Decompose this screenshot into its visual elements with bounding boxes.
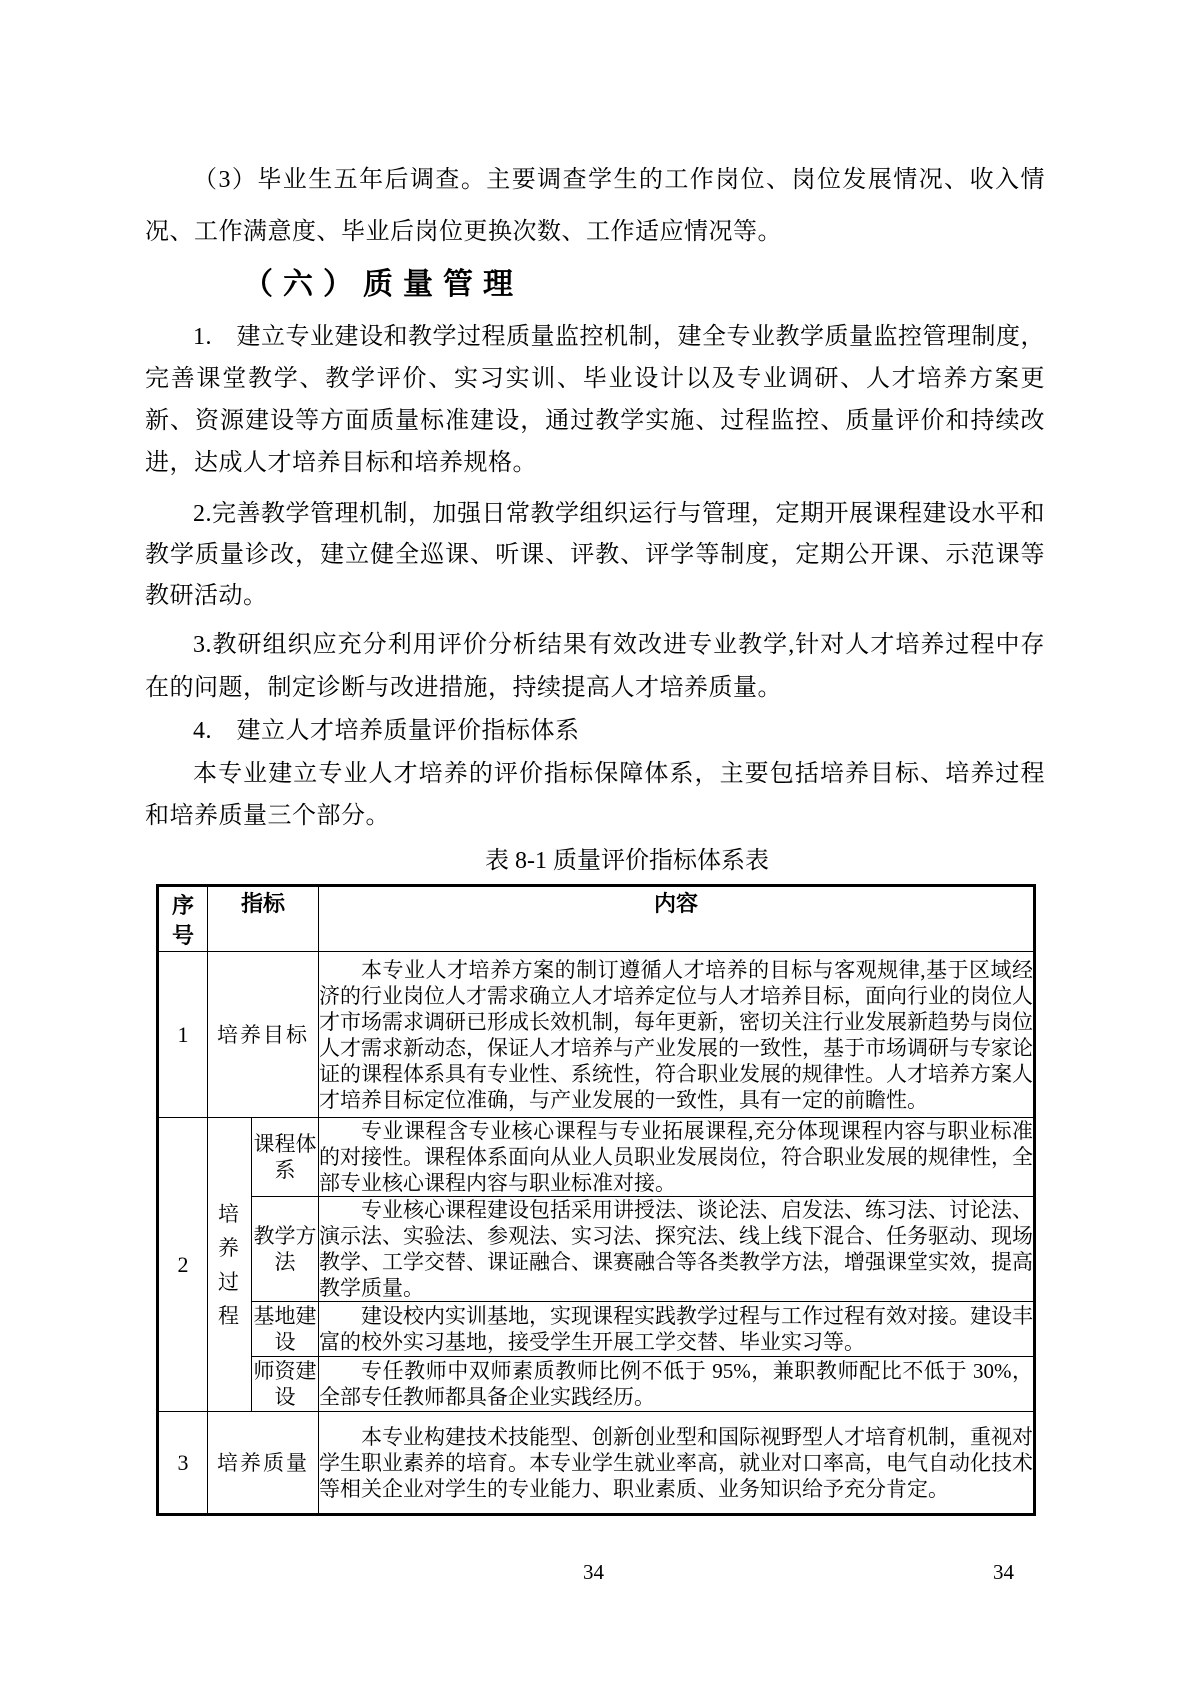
cell-row2-indicator xyxy=(208,1118,252,1412)
cell-faculty-construction-content: 专任教师中双师素质教师比例不低于 95%，兼职教师配比不低于 30%，全部专任教师都具备企业实践经历。 xyxy=(319,1357,1035,1412)
table-caption: 表 8-1 质量评价指标体系表 xyxy=(485,848,769,874)
table-row-training-goal xyxy=(158,952,1035,1118)
table-row-base-construction xyxy=(158,1302,1035,1357)
cell-base-construction-label: 基地建设 xyxy=(252,1302,319,1357)
table-header-row xyxy=(158,886,1035,952)
cell-teaching-methods-label: 教学方法 xyxy=(252,1197,319,1302)
cell-faculty-construction-label: 师资建设 xyxy=(252,1357,319,1412)
row2-indicator-vertical-label: 培养过程 xyxy=(217,1201,241,1328)
header-cell-indicator: 指标 xyxy=(208,886,319,952)
header-no-label: 序号 xyxy=(171,893,194,948)
cell-row3-no: 3 xyxy=(158,1412,208,1515)
cell-row2-no: 2 xyxy=(158,1118,208,1412)
header-cell-no xyxy=(158,886,208,952)
cell-curriculum-system-label: 课程体系 xyxy=(252,1118,319,1197)
paragraph-1-monitoring-mechanism: 1. 建立专业建设和教学过程质量监控机制，建全专业教学质量监控管理制度，完善课堂教学、教学评价、实习实训、毕业设计以及专业调研、人才培养方案更新、资源建设等方面质量标准建设，通过教学实施、过程监控、质量评价和持续改进，达成人才培养目标和培养规格。 xyxy=(145,324,1045,476)
header-cell-content: 内容 xyxy=(319,886,1035,952)
cell-row3-indicator: 培养质量 xyxy=(208,1412,319,1515)
table-row-faculty-construction xyxy=(158,1357,1035,1412)
section-heading-quality-management: （六）质量管理 xyxy=(243,268,523,301)
cell-row1-indicator: 培养目标 xyxy=(208,952,319,1118)
cell-base-construction-content: 建设校内实训基地，实现课程实践教学过程与工作过程有效对接。建设丰富的校外实习基地，接受学生开展工学交替、毕业实习等。 xyxy=(319,1302,1035,1357)
table-row-curriculum-system xyxy=(158,1118,1035,1197)
cell-teaching-methods-content: 专业核心课程建设包括采用讲授法、谈论法、启发法、练习法、讨论法、演示法、实验法、参观法、实习法、探究法、线上线下混合、任务驱动、现场教学、工学交替、课证融合、课赛融合等各类教学方法，增强课堂实效，提高教学质量。 xyxy=(319,1198,1034,1300)
cell-row1-content: 本专业人才培养方案的制订遵循人才培养的目标与客观规律,基于区域经济的行业岗位人才需求确立人才培养定位与人才培养目标，面向行业的岗位人才市场需求调研已形成长效机制，每年更新，密切关注行业发展新趋势与岗位人才需求新动态，保证人才培养与产业发展的一致性，基于市场调研与专家论证的课程体系具有专业性、系统性，符合职业发展的规律性。人才培养方案人才培养目标定位准确，与产业发展的一致性，具有一定的前瞻性。 xyxy=(319,952,1035,1118)
cell-curriculum-system-content: 专业课程含专业核心课程与专业拓展课程,充分体现课程内容与职业标准的对接性。课程体系面向从业人员职业发展岗位，符合职业发展的规律性，全部专业核心课程内容与职业标准对接。 xyxy=(319,1119,1034,1195)
quality-evaluation-indicator-table xyxy=(156,884,1036,1516)
cell-row1-no: 1 xyxy=(158,952,208,1118)
page-number-right: 34 xyxy=(993,1560,1014,1584)
paragraph-4-indicator-system: 4. 建立人才培养质量评价指标体系 xyxy=(193,718,580,744)
paragraph-5-three-parts: 本专业建立专业人才培养的评价指标保障体系，主要包括培养目标、培养过程和培养质量三个部分。 xyxy=(145,761,1045,829)
page-number-center: 34 xyxy=(583,1560,604,1584)
table-row-teaching-methods xyxy=(158,1197,1035,1302)
paragraph-3-teaching-research: 3.教研组织应充分利用评价分析结果有效改进专业教学,针对人才培养过程中存在的问题，制定诊断与改进措施，持续提高人才培养质量。 xyxy=(145,632,1045,701)
table-row-training-quality xyxy=(158,1412,1035,1515)
cell-row3-content: 本专业构建技术技能型、创新创业型和国际视野型人才培育机制，重视对学生职业素养的培育。本专业学生就业率高，就业对口率高，电气自动化技术等相关企业对学生的专业能力、职业素质、业务知识给予充分肯定。 xyxy=(319,1412,1035,1515)
paragraph-graduate-survey: （3）毕业生五年后调查。主要调查学生的工作岗位、岗位发展情况、收入情况、工作满意度、毕业后岗位更换次数、工作适应情况等。 xyxy=(145,167,1045,245)
paragraph-2-teaching-management: 2.完善教学管理机制，加强日常教学组织运行与管理，定期开展课程建设水平和教学质量诊改，建立健全巡课、听课、评教、评学等制度，定期公开课、示范课等教研活动。 xyxy=(145,501,1045,609)
